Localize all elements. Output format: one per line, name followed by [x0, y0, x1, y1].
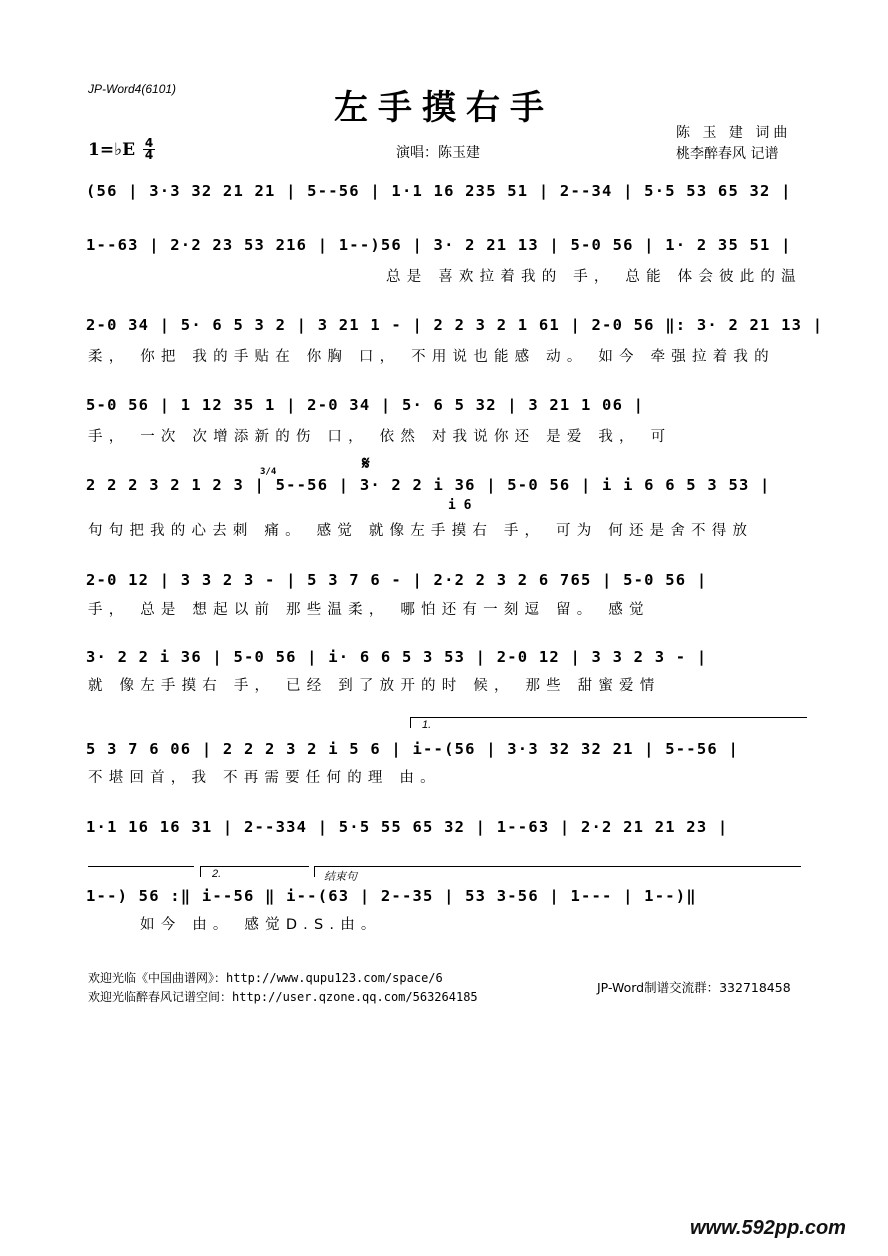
- time-change-3-4: 3/4: [260, 467, 277, 477]
- lyric-row-4: 手， 一次 次增添新的伤 口， 依然 对我说你还 是爱 我， 可: [88, 429, 672, 445]
- staff-row-8: 5 3 7 6 06 | 2 2 2 3 2 i 5 6 | i--(56 | 3·3 32 32 21 | 5--56 |: [86, 740, 739, 758]
- coda-label: 结束句: [324, 871, 357, 883]
- lyric-row-10: 如今 由。 感觉D.S.由。: [140, 917, 382, 933]
- staff-row-10: 1--) 56 :‖ i--56 ‖ i--(63 | 2--35 | 53 3-56 | 1--- | 1--)‖: [86, 887, 697, 905]
- time-signature: [143, 138, 155, 161]
- footer-site-link: 欢迎光临《中国曲谱网》：http://www.qupu123.com/space/6: [88, 971, 443, 985]
- first-ending-continuation: [88, 866, 194, 877]
- song-title: 左手摸右手: [334, 88, 554, 128]
- lyric-row-2: 总是 喜欢拉着我的 手， 总能 体会彼此的温: [386, 269, 802, 285]
- lyric-row-8: 不堪回首，我 不再需要任何的理 由。: [88, 770, 441, 786]
- time-signature-top: 4: [144, 136, 154, 150]
- staff-row-2: 1--63 | 2·2 23 53 216 | 1--)56 | 3· 2 21 13 | 5-0 56 | 1· 2 35 51 |: [86, 236, 792, 254]
- watermark: www.592pp.com: [690, 1217, 846, 1239]
- key-signature: 1=♭E: [88, 140, 136, 160]
- staff-row-7: 3· 2 2 i 36 | 5-0 56 | i· 6 6 5 3 53 | 2-0 12 | 3 3 2 3 - |: [86, 648, 708, 666]
- segno-sign: 𝄋: [362, 453, 370, 474]
- time-signature-bottom: 4: [144, 148, 154, 162]
- staff-row-5: 2 2 2 3 2 1 2 3 | 5--56 | 3· 2 2 i 36 | 5-0 56 | i i 6 6 5 3 53 |: [86, 476, 771, 494]
- footer-group-number: JP-Word制谱交流群：332718458: [597, 980, 791, 995]
- staff-row-6: 2-0 12 | 3 3 2 3 - | 5 3 7 6 - | 2·2 2 3 2 6 765 | 5-0 56 |: [86, 571, 708, 589]
- staff-row-1: (56 | 3·3 32 21 21 | 5--56 | 1·1 16 235 51 | 2--34 | 5·5 53 65 32 |: [86, 182, 792, 200]
- staff-row-9: 1·1 16 16 31 | 2--334 | 5·5 55 65 32 | 1--63 | 2·2 21 21 23 |: [86, 818, 729, 836]
- lyric-row-6: 手， 总是 想起以前 那些温柔， 哪怕还有一刻逗 留。 感觉: [88, 602, 650, 618]
- singer-credit: 演唱：陈玉建: [396, 145, 480, 161]
- software-label: JP-Word4(6101): [88, 82, 177, 96]
- second-ending-label: 2.: [212, 868, 222, 880]
- first-ending-bracket: [410, 717, 807, 728]
- first-ending-label: 1.: [422, 719, 432, 731]
- staff-row-4: 5-0 56 | 1 12 35 1 | 2-0 34 | 5· 6 5 32 | 3 21 1 06 |: [86, 396, 645, 414]
- notator-credit: 桃李醉春风 记谱: [676, 146, 779, 162]
- coda-bracket: [314, 866, 801, 877]
- lyric-row-7: 就 像左手摸右 手， 已经 到了放开的时 候， 那些 甜蜜爱情: [88, 678, 661, 694]
- composer-credit: 陈 玉 建 词曲: [676, 125, 792, 141]
- staff-row-3: 2-0 34 | 5· 6 5 3 2 | 3 21 1 - | 2 2 3 2 1 61 | 2-0 56 ‖: 3· 2 21 13 |: [86, 316, 824, 334]
- footer-space-link: 欢迎光临醉春风记谱空间：http://user.qzone.qq.com/563264185: [88, 990, 478, 1004]
- lyric-row-5: 句句把我的心去刺 痛。 感觉 就像左手摸右 手， 可为 何还是舍不得放: [88, 523, 754, 539]
- harmony-notes: i 6: [448, 498, 472, 513]
- lyric-row-3: 柔， 你把 我的手贴在 你胸 口， 不用说也能感 动。 如今 牵强拉着我的: [88, 349, 775, 365]
